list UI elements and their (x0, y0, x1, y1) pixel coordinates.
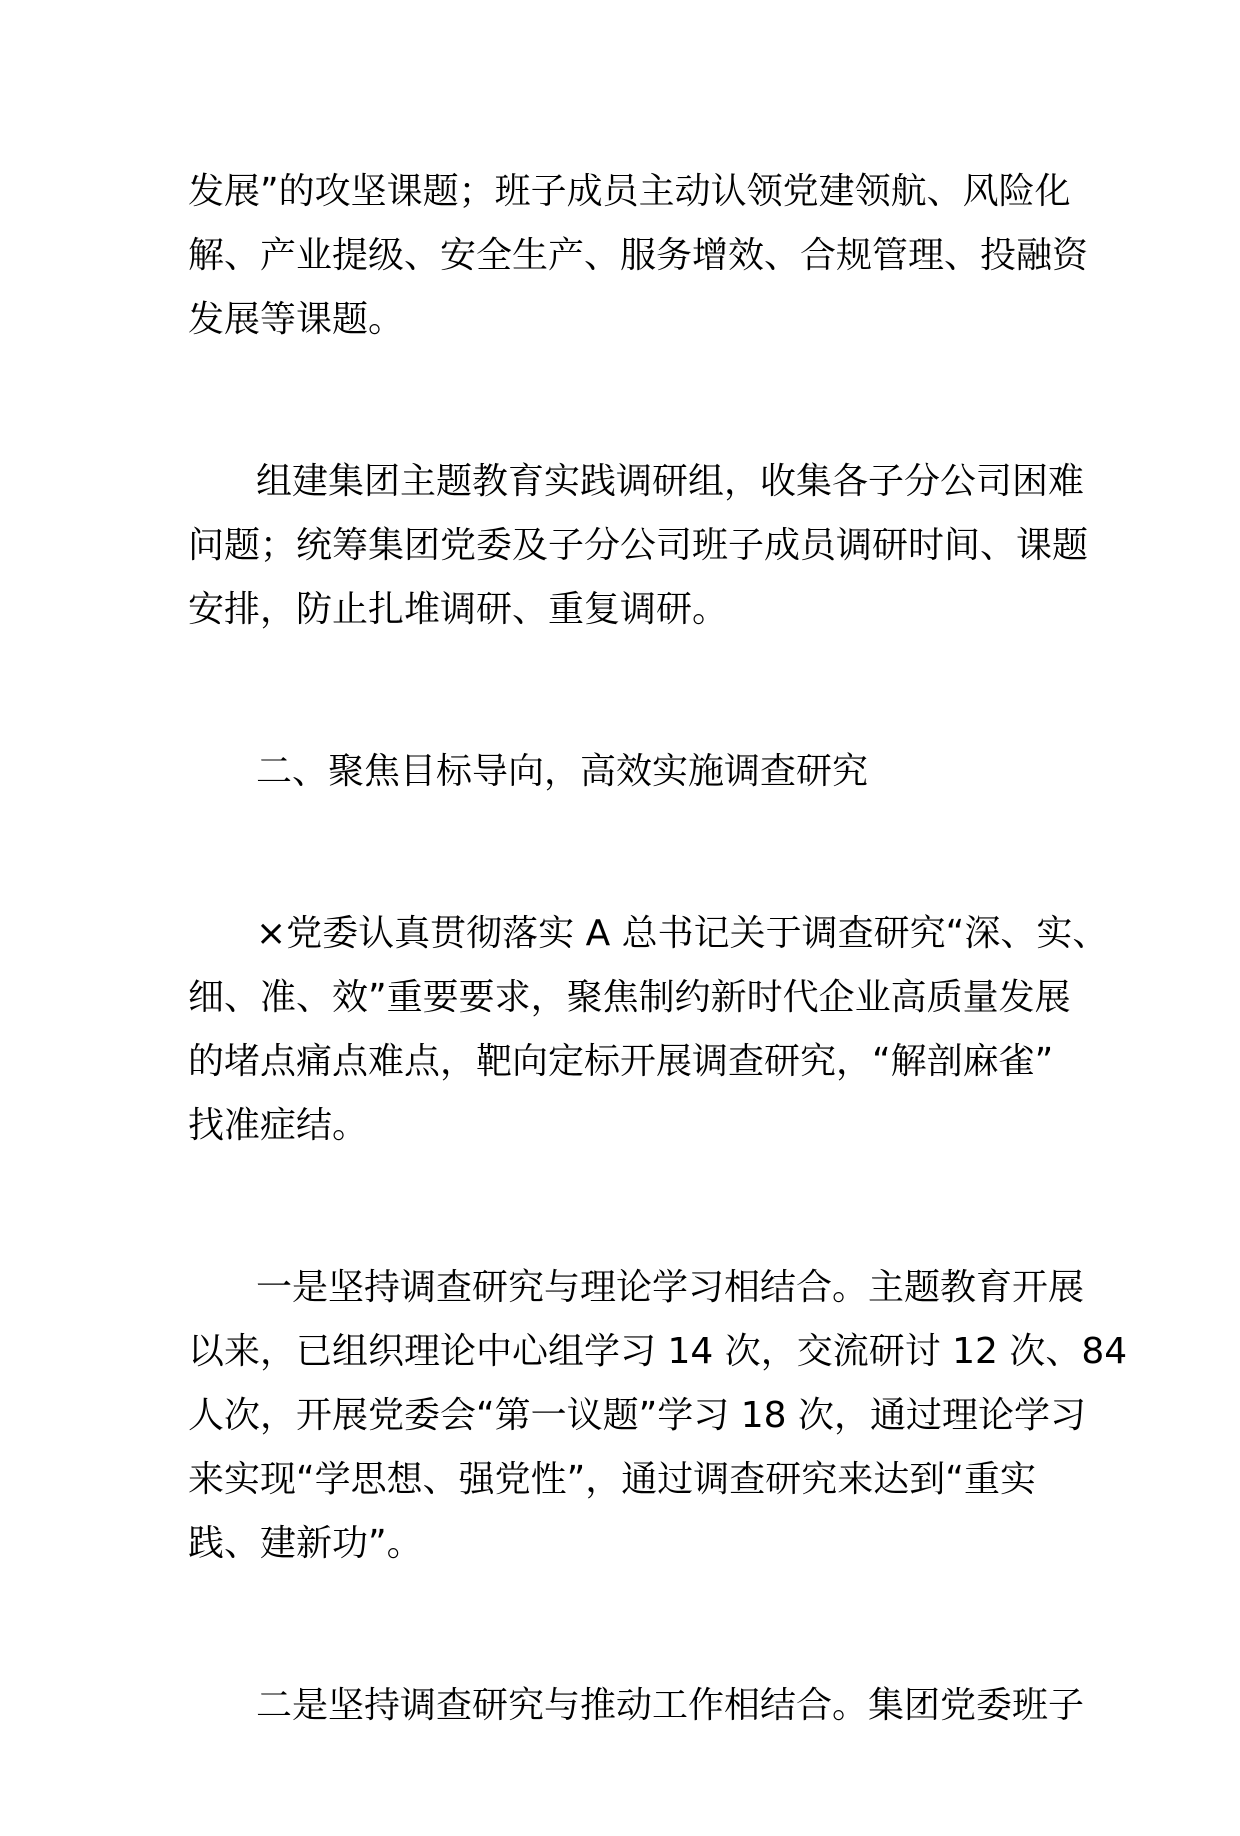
paragraph-line: ×党委认真贯彻落实 A 总书记关于调查研究“深、实、 (256, 913, 1109, 954)
paragraph-line: 以来，已组织理论中心组学习 14 次，交流研讨 12 次、84 (188, 1331, 1128, 1372)
paragraph-line: 一是坚持调查研究与理论学习相结合。主题教育开展 (256, 1267, 1085, 1308)
paragraph-line: 的堵点痛点难点，靶向定标开展调查研究，“解剖麻雀” (188, 1041, 1054, 1082)
paragraph-line: 来实现“学思想、强党性”，通过调查研究来达到“重实 (188, 1459, 1036, 1500)
paragraph-line: 人次，开展党委会“第一议题”学习 18 次，通过理论学习 (188, 1395, 1086, 1436)
section-heading-text: 二、聚焦目标导向，高效实施调查研究 (256, 751, 869, 792)
paragraph-work-promotion (188, 1674, 1085, 1738)
paragraph-line: 解、产业提级、安全生产、服务增效、合规管理、投融资 (188, 235, 1089, 276)
paragraph-line: 发展等课题。 (188, 299, 405, 340)
paragraph-line: 细、准、效”重要要求，聚焦制约新时代企业高质量发展 (188, 977, 1071, 1018)
paragraph-line: 找准症结。 (188, 1105, 369, 1146)
paragraph-research-group (188, 450, 1089, 642)
paragraph-line: 发展”的攻坚课题；班子成员主动认领党建领航、风险化 (188, 171, 1071, 212)
paragraph-research-requirements (188, 902, 1109, 1158)
paragraph-theory-study (188, 1256, 1128, 1576)
paragraph-line: 二是坚持调查研究与推动工作相结合。集团党委班子 (256, 1685, 1085, 1726)
paragraph-line: 践、建新功”。 (188, 1523, 423, 1564)
section-heading (188, 740, 1068, 804)
paragraph-research-topics (188, 160, 1089, 352)
document-body (188, 160, 1128, 1836)
paragraph-line: 问题；统筹集团党委及子分公司班子成员调研时间、课题 (188, 525, 1089, 566)
paragraph-line: 组建集团主题教育实践调研组，收集各子分公司困难 (256, 461, 1085, 502)
paragraph-line: 安排，防止扎堆调研、重复调研。 (188, 589, 729, 630)
